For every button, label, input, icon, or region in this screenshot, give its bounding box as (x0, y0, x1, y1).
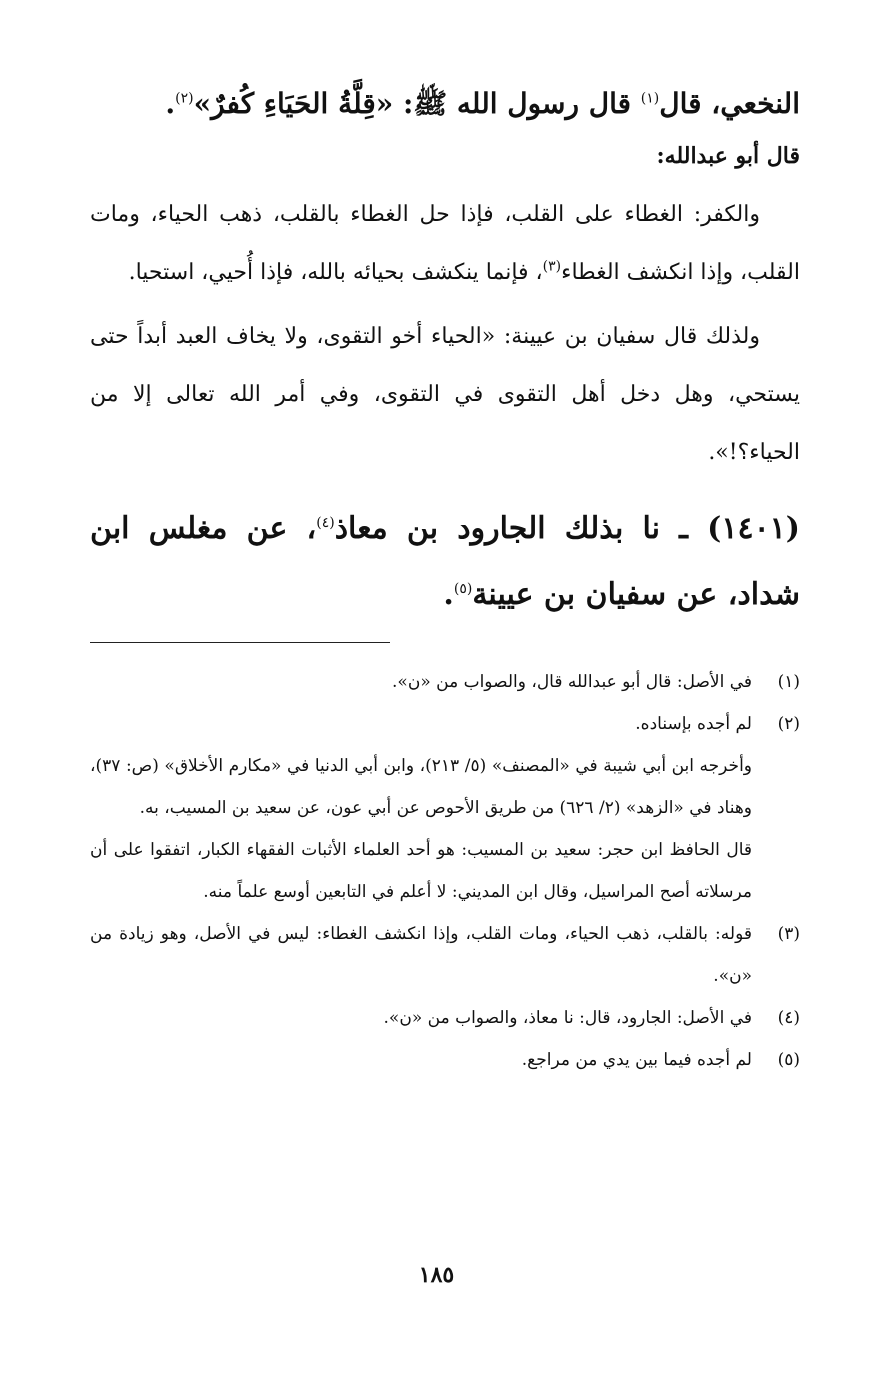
footnote-number: (١) (777, 672, 800, 692)
subheading: قال أبو عبدالله: (656, 143, 800, 169)
hadith-part2: ، عن مغلس ابن شداد، عن سفيان بن عيينة (90, 511, 800, 612)
paragraph-2: ولذلك قال سفيان بن عيينة: «الحياء أخو التقوى، ولا يخاف العبد أبداً حتى يستحي، وهل دخل أهل التقوى في التقوى، وفي أمر الله تعالى إلا من الحياء؟!». (90, 324, 800, 465)
hadith-quote: «قِلَّةُ الحَيَاءِ كُفرٌ» (193, 87, 394, 120)
footnote-number: (٤) (777, 1008, 800, 1028)
footnote-ref-4[interactable]: (٤) (316, 515, 335, 531)
footnote-text: لم أجده فيما بين يدي من مراجع. (521, 1050, 752, 1070)
footnote-body (90, 703, 752, 913)
footnote-1 (90, 661, 800, 703)
footnote-ref-5[interactable]: (٥) (453, 581, 473, 597)
opening-middle: قال رسول الله ﷺ: (393, 87, 641, 120)
footnote-ref-1[interactable]: (١) (640, 90, 660, 107)
footnote-number: (٥) (777, 1050, 800, 1070)
paragraph-1-part1: والكفر: الغطاء على القلب، فإذا حل الغطاء بالقلب، ذهب الحياء، ومات القلب، وإذا انكشف الغطاء (90, 202, 800, 285)
paragraph-1-part2: ، فإنما ينكشف بحيائه بالله، فإذا أُحيي، استحيا. (128, 260, 543, 285)
book-page (90, 80, 800, 1300)
hadith-part1: (١٤٠١) ـ نا بذلك الجارود بن معاذ (334, 511, 800, 546)
hadith-end: . (443, 577, 454, 612)
footnote-3 (90, 913, 800, 997)
footnote-text: قال الحافظ ابن حجر: سعيد بن المسيب: هو أحد العلماء الأثبات الفقهاء الكبار، اتفقوا على أن مرسلاته أصح المراسيل، وقال ابن المديني: لا أعلم في التابعين أوسع علماً منه. (90, 840, 752, 902)
footnotes (90, 661, 800, 1081)
footnote-divider (90, 642, 390, 643)
opening-line (90, 80, 800, 128)
footnote-body (90, 661, 752, 703)
footnote-text: في الأصل: قال أبو عبدالله قال، والصواب من «ن». (392, 672, 752, 692)
footnote-text: لم أجده بإسناده. (635, 714, 752, 734)
footnote-ref-3[interactable]: (٣) (542, 258, 562, 275)
opening-prefix: النخعي، قال (659, 87, 800, 120)
footnote-text: وأخرجه ابن أبي شيبة في «المصنف» (٥/ ٢١٣)، وابن أبي الدنيا في «مكارم الأخلاق» (ص: ٣٧)، وهناد في «الزهد» (٢/ ٦٢٦) من طريق الأحوص عن أبي عون، عن سعيد بن المسيب، به. (90, 756, 752, 818)
hadith-chain (90, 496, 800, 628)
footnote-5 (90, 1039, 800, 1081)
footnote-body (90, 997, 752, 1039)
opening-end: . (165, 87, 176, 120)
footnote-4 (90, 997, 800, 1039)
footnote-body (90, 1039, 752, 1081)
footnote-body (90, 913, 752, 997)
footnote-text: في الأصل: الجارود، قال: نا معاذ، والصواب من «ن». (383, 1008, 752, 1028)
footnote-text: قوله: بالقلب، ذهب الحياء، ومات القلب، وإذا انكشف الغطاء: ليس في الأصل، وهو زيادة من «ن». (90, 924, 752, 986)
footnote-number: (٣) (777, 924, 800, 944)
footnote-2 (90, 703, 800, 913)
footnote-number: (٢) (777, 714, 800, 734)
page-number: ١٨٥ (418, 1262, 455, 1288)
footnote-ref-2[interactable]: (٢) (175, 90, 194, 107)
paragraph-1 (90, 186, 800, 302)
